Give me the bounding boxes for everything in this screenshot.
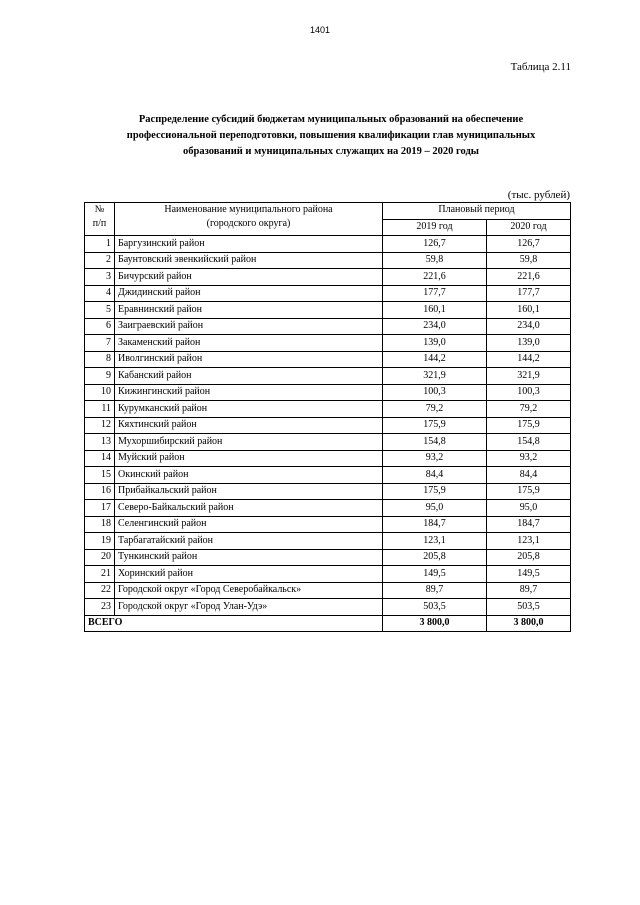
value-2019: 205,8: [383, 549, 487, 566]
row-number: 6: [85, 318, 115, 335]
row-number: 12: [85, 417, 115, 434]
value-2020: 154,8: [487, 434, 571, 451]
value-2019: 154,8: [383, 434, 487, 451]
table-row: [85, 269, 571, 286]
value-2020: 221,6: [487, 269, 571, 286]
value-2020: 503,5: [487, 599, 571, 616]
row-number: 1: [85, 236, 115, 253]
row-number: 16: [85, 483, 115, 500]
table-row: [85, 384, 571, 401]
district-name: Городской округ «Город Северобайкальск»: [115, 582, 383, 599]
table-row: [85, 549, 571, 566]
table-row: [85, 351, 571, 368]
total-row: [85, 615, 571, 632]
table-row: [85, 302, 571, 319]
header-year-2020: 2020 год: [487, 219, 571, 236]
value-2020: 79,2: [487, 401, 571, 418]
table-row: [85, 599, 571, 616]
value-2020: 177,7: [487, 285, 571, 302]
value-2019: 175,9: [383, 483, 487, 500]
table-row: [85, 467, 571, 484]
table-label: Таблица 2.11: [510, 61, 571, 73]
district-name: Хоринский район: [115, 566, 383, 583]
district-name: Городской округ «Город Улан-Удэ»: [115, 599, 383, 616]
district-name: Мухоршибирский район: [115, 434, 383, 451]
table-row: [85, 401, 571, 418]
value-2019: 59,8: [383, 252, 487, 269]
district-name: Тарбагатайский район: [115, 533, 383, 550]
value-2019: 123,1: [383, 533, 487, 550]
row-number: 2: [85, 252, 115, 269]
row-number: 9: [85, 368, 115, 385]
row-number: 10: [85, 384, 115, 401]
value-2019: 100,3: [383, 384, 487, 401]
value-2020: 160,1: [487, 302, 571, 319]
table-row: [85, 566, 571, 583]
district-name: Джидинский район: [115, 285, 383, 302]
header-planning-period: Плановый период: [383, 203, 571, 220]
row-number: 17: [85, 500, 115, 517]
value-2019: 126,7: [383, 236, 487, 253]
document-title: [90, 112, 572, 160]
table-row: [85, 516, 571, 533]
row-number: 23: [85, 599, 115, 616]
table-row: [85, 335, 571, 352]
value-2020: 234,0: [487, 318, 571, 335]
value-2019: 234,0: [383, 318, 487, 335]
district-name: Окинский район: [115, 467, 383, 484]
header-year-2019: 2019 год: [383, 219, 487, 236]
value-2020: 175,9: [487, 417, 571, 434]
value-2019: 139,0: [383, 335, 487, 352]
value-2020: 100,3: [487, 384, 571, 401]
row-number: 3: [85, 269, 115, 286]
district-name: Баргузинский район: [115, 236, 383, 253]
district-name: Муйский район: [115, 450, 383, 467]
value-2020: 205,8: [487, 549, 571, 566]
units-note: (тыс. рублей): [507, 189, 570, 201]
value-2020: 59,8: [487, 252, 571, 269]
row-number: 13: [85, 434, 115, 451]
row-number: 22: [85, 582, 115, 599]
header-number: № п/п: [85, 203, 115, 236]
district-name: Тункинский район: [115, 549, 383, 566]
district-name: Еравнинский район: [115, 302, 383, 319]
row-number: 18: [85, 516, 115, 533]
district-name: Закаменский район: [115, 335, 383, 352]
row-number: 7: [85, 335, 115, 352]
row-number: 11: [85, 401, 115, 418]
value-2019: 221,6: [383, 269, 487, 286]
value-2019: 177,7: [383, 285, 487, 302]
value-2020: 95,0: [487, 500, 571, 517]
page-number: 1401: [309, 25, 331, 35]
district-name: Кяхтинский район: [115, 417, 383, 434]
total-v2020: 3 800,0: [487, 615, 571, 632]
district-name: Селенгинский район: [115, 516, 383, 533]
row-number: 15: [85, 467, 115, 484]
row-number: 8: [85, 351, 115, 368]
district-name: Бичурский район: [115, 269, 383, 286]
value-2019: 79,2: [383, 401, 487, 418]
table-body: [85, 236, 571, 632]
table-row: [85, 533, 571, 550]
value-2019: 175,9: [383, 417, 487, 434]
value-2020: 184,7: [487, 516, 571, 533]
value-2019: 84,4: [383, 467, 487, 484]
table-row: [85, 285, 571, 302]
district-name: Прибайкальский район: [115, 483, 383, 500]
value-2019: 89,7: [383, 582, 487, 599]
total-label: ВСЕГО: [85, 615, 383, 632]
row-number: 14: [85, 450, 115, 467]
value-2019: 144,2: [383, 351, 487, 368]
value-2020: 123,1: [487, 533, 571, 550]
value-2020: 149,5: [487, 566, 571, 583]
district-name: Заиграевский район: [115, 318, 383, 335]
row-number: 20: [85, 549, 115, 566]
district-name: Северо-Байкальский район: [115, 500, 383, 517]
value-2019: 149,5: [383, 566, 487, 583]
table-row: [85, 434, 571, 451]
value-2020: 144,2: [487, 351, 571, 368]
value-2020: 84,4: [487, 467, 571, 484]
value-2020: 93,2: [487, 450, 571, 467]
header-name: Наименование муниципального района (городского округа): [115, 203, 383, 236]
table-row: [85, 368, 571, 385]
value-2019: 95,0: [383, 500, 487, 517]
district-name: Баунтовский эвенкийский район: [115, 252, 383, 269]
row-number: 4: [85, 285, 115, 302]
table-row: [85, 236, 571, 253]
value-2020: 175,9: [487, 483, 571, 500]
value-2019: 503,5: [383, 599, 487, 616]
value-2019: 184,7: [383, 516, 487, 533]
table-row: [85, 582, 571, 599]
table-row: [85, 483, 571, 500]
value-2020: 89,7: [487, 582, 571, 599]
table-row: [85, 450, 571, 467]
total-v2019: 3 800,0: [383, 615, 487, 632]
value-2019: 160,1: [383, 302, 487, 319]
row-number: 21: [85, 566, 115, 583]
value-2020: 126,7: [487, 236, 571, 253]
district-name: Кабанский район: [115, 368, 383, 385]
value-2020: 139,0: [487, 335, 571, 352]
table-row: [85, 500, 571, 517]
title-line: образований и муниципальных служащих на 2019 – 2020 годы: [183, 146, 479, 157]
row-number: 5: [85, 302, 115, 319]
table-row: [85, 318, 571, 335]
table-row: [85, 417, 571, 434]
value-2020: 321,9: [487, 368, 571, 385]
title-line: профессиональной переподготовки, повышения квалификации глав муниципальных: [126, 130, 536, 141]
row-number: 19: [85, 533, 115, 550]
value-2019: 321,9: [383, 368, 487, 385]
subsidy-table: [84, 202, 571, 632]
value-2019: 93,2: [383, 450, 487, 467]
district-name: Кижингинский район: [115, 384, 383, 401]
district-name: Курумканский район: [115, 401, 383, 418]
title-line: Распределение субсидий бюджетам муниципальных образований на обеспечение: [138, 114, 524, 125]
table-row: [85, 252, 571, 269]
district-name: Иволгинский район: [115, 351, 383, 368]
